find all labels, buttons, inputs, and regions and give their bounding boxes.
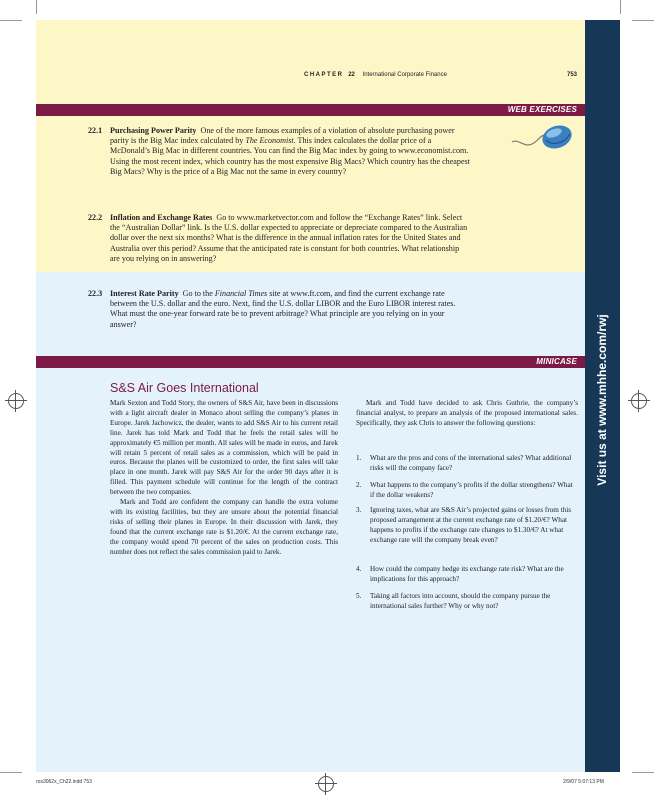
registration-mark-icon (318, 776, 334, 792)
minicase-intro-paragraph: Mark and Todd have decided to ask Chris Guthrie, the company’s financial analyst, to prepare an analysis of the proposed international sales. Specifically, they ask Chris to answer the following questions: (356, 399, 578, 427)
crop-mark (632, 772, 654, 773)
page-number: 753 (567, 72, 578, 78)
crop-mark (632, 20, 654, 21)
sidebar-url-text[interactable]: Visit us at www.mhhe.com/rwj (595, 314, 609, 486)
computer-mouse-icon (510, 120, 574, 154)
crop-mark (36, 0, 37, 14)
web-exercises-banner (36, 104, 585, 116)
minicase-left-column (110, 399, 338, 558)
minicase-banner-label: MINICASE (536, 357, 577, 366)
crop-mark (0, 20, 22, 21)
footer-timestamp: 2/9/07 5:07:13 PM (563, 779, 604, 785)
running-header: CHAPTER 22 International Corporate Finance (304, 72, 447, 78)
minicase-paragraph: Mark Sexton and Todd Story, the owners of S&S Air, have been in discussions with a light aircraft dealer in Monaco about selling the company’s planes in Europe. Jarek Jachowicz, the dealer, wants to add S&S Air to his current retail line. Jarek has told Mark and Todd that he feels the retail sales will be approximately €5 million per month. All sales will be made in euros, and Jarek will retain 5 percent of retail sales as a commission, which will be paid in euros. Because the planes will be customized to order, the first sales will take place in one month. Jarek will pay S&S Air for the order 90 days after it is filled. This payment schedule will continue for the length of the contract between the two companies. (110, 399, 338, 497)
crop-mark (0, 772, 22, 773)
footer-filename: ros3062x_Ch22.indd 753 (36, 779, 92, 785)
registration-mark-icon (8, 393, 24, 409)
exercise-22-2: 22.2 Inflation and Exchange Rates Go to www.marketvector.com and follow the “Exchange Rates” link. Select the “Australian Dollar” link. Is the U.S. dollar expected to appreciate or depreciate compared to the Australian dollar over the next six months? What is the difference in the annual inflation rates for the United States and Australia over this period? Assume that the anticipated rate is constant for both countries. What relationship are you relying on in answering? (88, 213, 468, 263)
minicase-paragraph: Mark and Todd are confident the company can handle the extra volume with its existing facilities, but they are unsure about the potential financial risks of selling their planes in Europe. In their discussion with Jarek, they found that the current exchange rate is $1.20/€. At the current exchange rate, the company would spend 70 percent of the sales on production costs. This number does not reflect the sales commission paid to Jarek. (110, 498, 338, 556)
minicase-banner (36, 356, 585, 368)
exercise-22-1: 22.1 Purchasing Power Parity One of the more famous examples of a violation of absolute purchasing power parity is the Big Mac index calculated by The Economist. This index calculates the dollar price of a McDonald’s Big Mac in different countries. You can find the Big Mac index by going to www.economist.com. Using the most recent index, which country has the most expensive Big Macs? Which country has the cheapest Big Macs? Why is the price of a Big Mac not the same in every country? (88, 126, 470, 176)
web-exercises-banner-label: WEB EXERCISES (507, 105, 577, 114)
registration-mark-icon (631, 393, 647, 409)
crop-mark (620, 0, 621, 14)
minicase-title: S&S Air Goes International (110, 381, 259, 395)
exercise-22-3: 22.3 Interest Rate Parity Go to the Financial Times site at www.ft.com, and find the current exchange rate between the U.S. dollar and the euro. Next, find the U.S. dollar LIBOR and the Euro LIBOR interest rates. What must the one-year forward rate be to prevent arbitrage? What principle are you relying on in your answer? (88, 289, 456, 329)
